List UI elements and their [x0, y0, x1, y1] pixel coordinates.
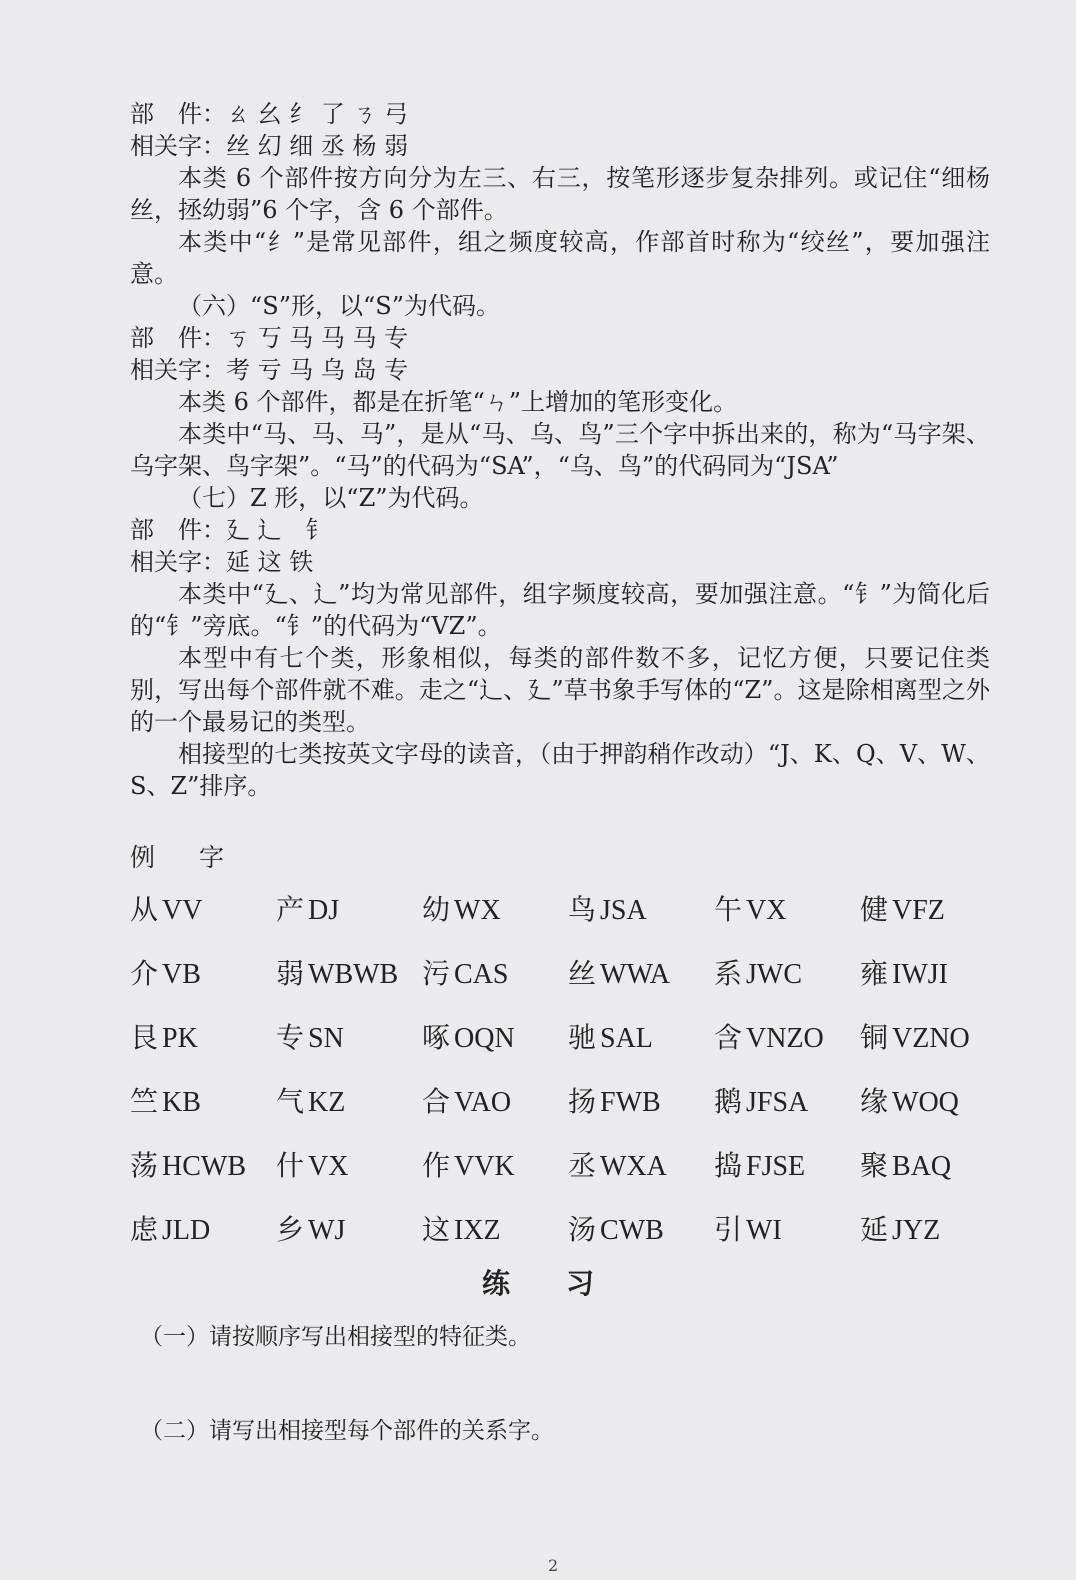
example-cell [714, 1016, 860, 1056]
example-code: JYZ [892, 1215, 941, 1246]
example-char: 产 [276, 893, 305, 926]
section-5 [130, 98, 990, 290]
example-char: 幼 [422, 893, 451, 926]
example-cell [568, 1016, 714, 1056]
example-char: 虑 [130, 1213, 159, 1246]
practice-question-2: （二）请写出相接型每个部件的关系字。 [140, 1418, 554, 1444]
example-char: 气 [276, 1085, 305, 1118]
example-code: VX [746, 895, 787, 926]
example-cell [860, 1208, 1006, 1248]
practice-title [0, 1262, 1076, 1302]
example-code: WWA [600, 959, 670, 990]
example-char: 午 [714, 893, 743, 926]
example-cell [860, 1080, 1006, 1120]
example-code: FWB [600, 1087, 661, 1118]
example-cell [568, 1144, 714, 1184]
example-char: 丝 [568, 957, 597, 990]
paragraph: 本类 6 个部件，都是在折笔“ㄣ”上增加的笔形变化。 [178, 388, 738, 416]
examples-grid [130, 876, 1010, 1260]
components-line [130, 98, 990, 130]
example-cell [714, 888, 860, 928]
example-char: 延 [860, 1213, 889, 1246]
example-code: IWJI [892, 959, 948, 990]
example-char: 乡 [276, 1213, 305, 1246]
example-cell [568, 952, 714, 992]
example-cell [130, 1080, 276, 1120]
example-char: 弱 [276, 957, 305, 990]
grid-row [130, 940, 1010, 1004]
example-char: 从 [130, 893, 159, 926]
example-cell [860, 1144, 1006, 1184]
related-line [130, 546, 990, 578]
example-cell [422, 1208, 568, 1248]
components-list: 廴 辶 钅 [226, 516, 330, 544]
section-heading: （六）“S”形，以“S”为代码。 [178, 292, 500, 320]
example-cell [860, 952, 1006, 992]
paragraph: 本类中“廴、辶”均为常见部件，组字频度较高，要加强注意。“钅”为简化后的“钅”旁底。“钅”的代码为“VZ”。 [130, 580, 990, 640]
example-code: WI [746, 1215, 782, 1246]
example-char: 竺 [130, 1085, 159, 1118]
example-code: JFSA [746, 1087, 809, 1118]
example-cell [714, 1144, 860, 1184]
components-label: 部 件： [130, 100, 226, 128]
example-char: 汤 [568, 1213, 597, 1246]
section-6 [130, 290, 990, 482]
paragraph: 本类 6 个部件按方向分为左三、右三，按笔形逐步复杂排列。或记住“细杨丝，拯幼弱”6 个字，含 6 个部件。 [130, 164, 990, 224]
example-code: WBWB [308, 959, 399, 990]
related-list: 考 亏 马 乌 岛 专 [226, 356, 409, 384]
example-char: 污 [422, 957, 451, 990]
components-list: ㄎ 丂 马 马 马 专 [226, 324, 409, 352]
examples-heading [130, 838, 224, 874]
example-code: CWB [600, 1215, 664, 1246]
example-char: 介 [130, 957, 159, 990]
example-code: VVK [454, 1151, 515, 1182]
components-list: ㄠ 幺 纟 了 ㄋ 弓 [226, 100, 409, 128]
example-char: 含 [714, 1021, 743, 1054]
example-char: 健 [860, 893, 889, 926]
example-char: 捣 [714, 1149, 743, 1182]
example-code: BAQ [892, 1151, 952, 1182]
example-cell [276, 1016, 422, 1056]
grid-row [130, 1004, 1010, 1068]
example-char: 啄 [422, 1021, 451, 1054]
example-cell [568, 1208, 714, 1248]
example-cell [422, 1080, 568, 1120]
paragraph: 本型中有七个类，形象相似，每类的部件数不多，记忆方便，只要记住类别，写出每个部件就不难。走之“辶、廴”草书象手写体的“Z”。这是除相离型之外的一个最易记的类型。 [130, 644, 990, 736]
example-code: WXA [600, 1151, 667, 1182]
example-char: 作 [422, 1149, 451, 1182]
example-code: WX [454, 895, 501, 926]
example-char: 什 [276, 1149, 305, 1182]
components-line [130, 514, 990, 546]
example-code: VNZO [746, 1023, 824, 1054]
section-heading: （七）Z 形，以“Z”为代码。 [178, 484, 484, 512]
example-cell [276, 952, 422, 992]
page-number: 2 [548, 1556, 559, 1575]
example-char: 聚 [860, 1149, 889, 1182]
practice-question-1: （一）请按顺序写出相接型的特征类。 [140, 1324, 531, 1350]
example-char: 鹅 [714, 1085, 743, 1118]
example-cell [130, 888, 276, 928]
example-char: 合 [422, 1085, 451, 1118]
example-code: JLD [162, 1215, 211, 1246]
example-cell [714, 1208, 860, 1248]
example-code: WOQ [892, 1087, 959, 1118]
example-code: FJSE [746, 1151, 806, 1182]
example-code: SAL [600, 1023, 653, 1054]
section-7 [130, 482, 990, 802]
example-cell [422, 1144, 568, 1184]
example-char: 扬 [568, 1085, 597, 1118]
practice-title-b: 习 [566, 1267, 595, 1300]
practice-title-a: 练 [481, 1267, 510, 1300]
example-cell [568, 1080, 714, 1120]
examples-heading-a: 例 [130, 843, 156, 872]
example-cell [422, 952, 568, 992]
grid-row [130, 1068, 1010, 1132]
example-code: VX [308, 1151, 349, 1182]
related-label: 相关字： [130, 356, 226, 384]
example-code: VV [162, 895, 203, 926]
example-char: 缘 [860, 1085, 889, 1118]
paragraph: 相接型的七类按英文字母的读音，（由于押韵稍作改动）“J、K、Q、V、W、S、Z”排序。 [130, 740, 990, 800]
related-list: 延 这 铁 [226, 548, 314, 576]
example-char: 系 [714, 957, 743, 990]
example-cell [130, 1208, 276, 1248]
example-char: 艮 [130, 1021, 159, 1054]
example-code: VZNO [892, 1023, 970, 1054]
example-code: JSA [600, 895, 647, 926]
example-cell [714, 1080, 860, 1120]
grid-row [130, 1132, 1010, 1196]
grid-row [130, 1196, 1010, 1260]
example-cell [860, 888, 1006, 928]
example-code: IXZ [454, 1215, 501, 1246]
example-code: KZ [308, 1087, 346, 1118]
example-code: WJ [308, 1215, 346, 1246]
components-line [130, 322, 990, 354]
example-cell [276, 1080, 422, 1120]
related-label: 相关字： [130, 132, 226, 160]
components-label: 部 件： [130, 516, 226, 544]
example-code: HCWB [162, 1151, 247, 1182]
example-cell [276, 1144, 422, 1184]
example-char: 这 [422, 1213, 451, 1246]
example-char: 荡 [130, 1149, 159, 1182]
example-code: VAO [454, 1087, 512, 1118]
example-cell [422, 888, 568, 928]
example-code: SN [308, 1023, 344, 1054]
example-char: 铜 [860, 1021, 889, 1054]
example-cell [860, 1016, 1006, 1056]
example-char: 引 [714, 1213, 743, 1246]
example-char: 丞 [568, 1149, 597, 1182]
components-label: 部 件： [130, 324, 226, 352]
example-cell [130, 1016, 276, 1056]
example-cell [130, 1144, 276, 1184]
example-cell [422, 1016, 568, 1056]
example-code: KB [162, 1087, 201, 1118]
example-code: JWC [746, 959, 803, 990]
example-code: VFZ [892, 895, 945, 926]
paragraph: 本类中“纟”是常见部件，组之频度较高，作部首时称为“绞丝”，要加强注意。 [130, 228, 990, 288]
example-cell [130, 952, 276, 992]
example-char: 雍 [860, 957, 889, 990]
example-char: 专 [276, 1021, 305, 1054]
paragraph: 本类中“马、马、马”，是从“马、乌、鸟”三个字中拆出来的，称为“马字架、乌字架、鸟字架”。“马”的代码为“SA”，“乌、鸟”的代码同为“JSA” [130, 420, 990, 480]
related-line [130, 354, 990, 386]
example-code: VB [162, 959, 201, 990]
grid-row [130, 876, 1010, 940]
examples-heading-b: 字 [199, 843, 225, 872]
example-code: PK [162, 1023, 198, 1054]
example-cell [276, 1208, 422, 1248]
example-code: DJ [308, 895, 340, 926]
example-code: OQN [454, 1023, 515, 1054]
related-list: 丝 幻 细 丞 杨 弱 [226, 132, 409, 160]
example-code: CAS [454, 959, 509, 990]
example-char: 鸟 [568, 893, 597, 926]
example-char: 驰 [568, 1021, 597, 1054]
example-cell [568, 888, 714, 928]
example-cell [276, 888, 422, 928]
related-line [130, 130, 990, 162]
related-label: 相关字： [130, 548, 226, 576]
example-cell [714, 952, 860, 992]
